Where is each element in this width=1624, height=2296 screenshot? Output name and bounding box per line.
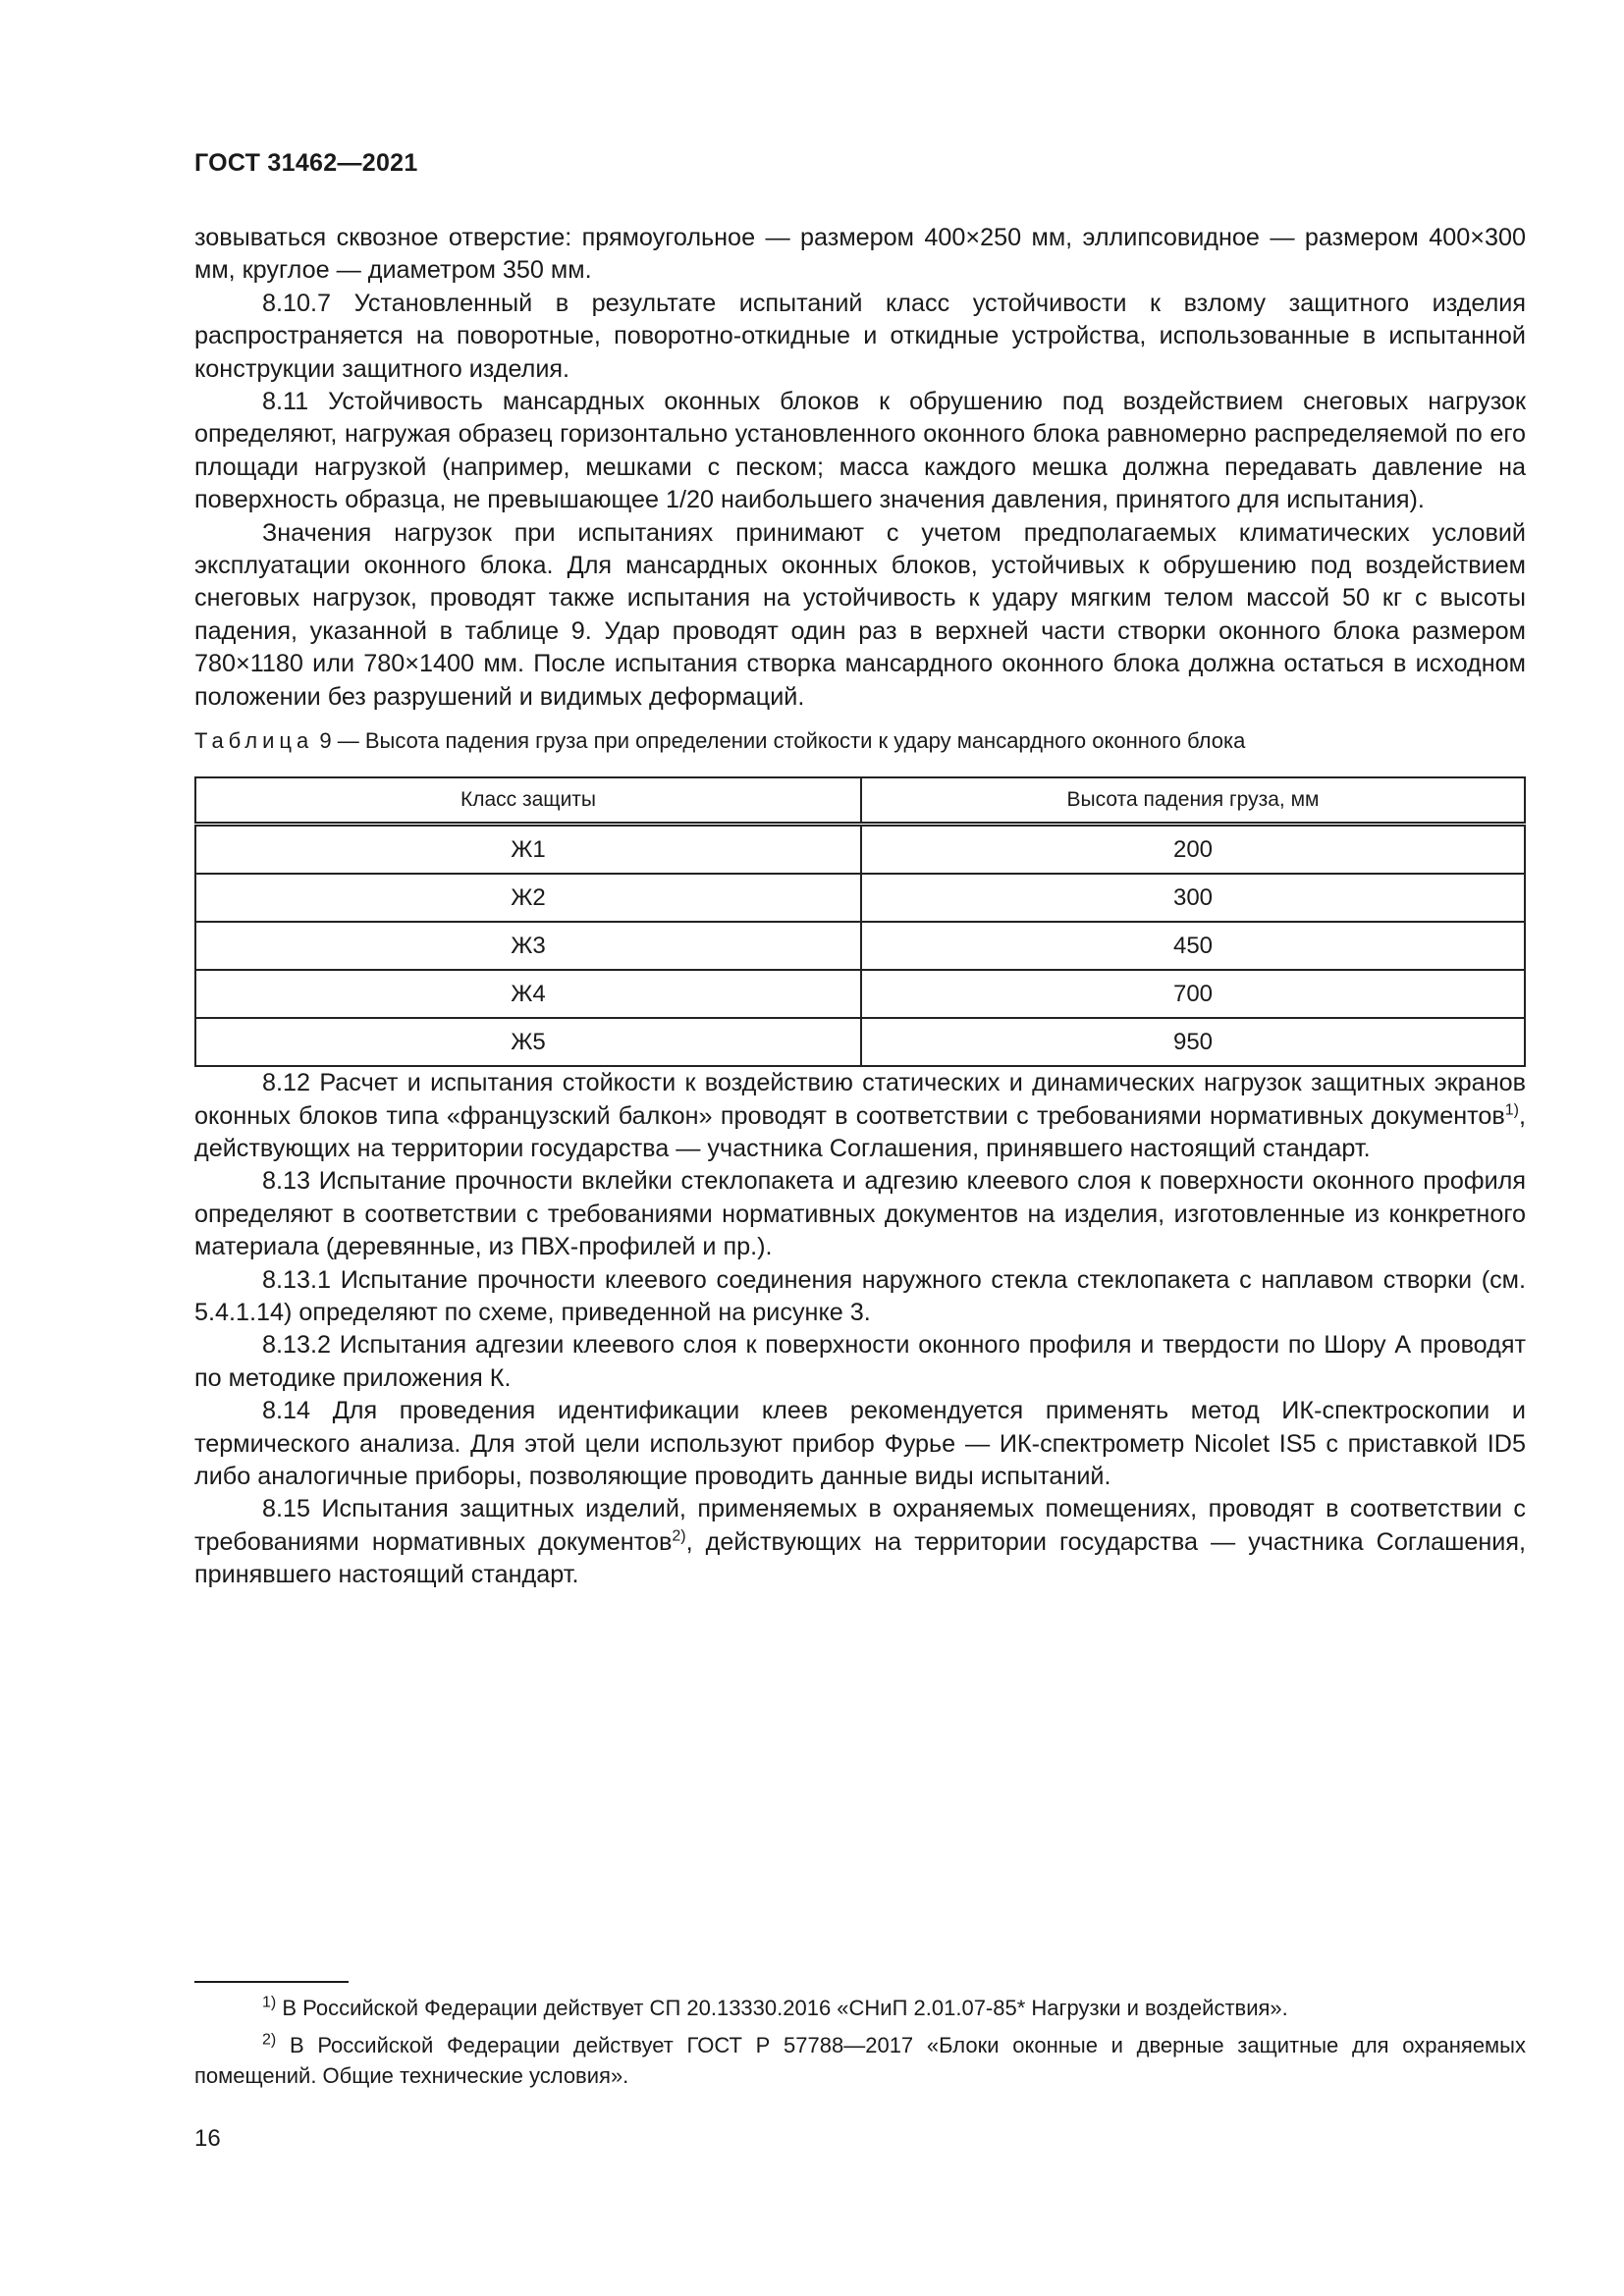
paragraph-text: 8.15 Испытания защитных изделий, применяемых в охраняемых помещениях, проводят в соответствии с требованиями нормативных документов (194, 1495, 1526, 1556)
footnote-mark: 2) (262, 2031, 277, 2049)
paragraph (194, 1493, 1526, 1591)
paragraph: 8.14 Для проведения идентификации клеев рекомендуется применять метод ИК-спектроскопии и термического анализа. Для этой цели используют прибор Фурье — ИК-спектрометр Nicolet IS5 с приставкой ID5 либо аналогичные приборы, позволяющие проводить данные виды испытаний. (194, 1397, 1526, 1490)
table-caption-word: Таблица (194, 728, 314, 754)
cell-class: Ж1 (195, 825, 861, 875)
paragraph-text: 8.12 Расчет и испытания стойкости к воздействию статических и динамических нагрузок защитных экранов оконных блоков типа «французский балкон» проводят в соответствии с требованиями нормативных документов (194, 1069, 1526, 1130)
table-9 (194, 776, 1526, 1067)
footnote (194, 2030, 1526, 2091)
footnote-mark: 1) (262, 1994, 277, 2011)
footnotes (194, 1993, 1526, 2098)
paragraph-text: , действующих на территории государства — участника Соглашения, принявшего настоящий стандарт. (194, 1101, 1526, 1162)
table-row (195, 922, 1525, 970)
cell-height: 200 (861, 825, 1525, 875)
footnote-divider (194, 1981, 349, 1983)
footnote-text: В Российской Федерации действует СП 20.13330.2016 «СНиП 2.01.07-85* Нагрузки и воздействия». (276, 1996, 1288, 2020)
paragraph (194, 1067, 1526, 1165)
cell-class: Ж2 (195, 874, 861, 922)
table-caption-title: 9 — Высота падения груза при определении стойкости к удару мансардного оконного блока (313, 728, 1246, 754)
cell-height: 700 (861, 970, 1525, 1018)
footnote-ref[interactable]: 1) (1504, 1101, 1519, 1119)
footnote-text: В Российской Федерации действует ГОСТ Р 57788—2017 «Блоки оконные и дверные защитные для охраняемых помещений. Общие технические условия». (194, 2033, 1526, 2088)
paragraph-text: , действующих на территории государства — участника Соглашения, принявшего настоящий стандарт. (194, 1527, 1527, 1589)
document-header: ГОСТ 31462—2021 (194, 149, 418, 177)
page-number: 16 (194, 2125, 221, 2152)
cell-height: 950 (861, 1018, 1525, 1066)
table-caption (194, 725, 1526, 757)
cell-class: Ж4 (195, 970, 861, 1018)
paragraph: Значения нагрузок при испытаниях принимают с учетом предполагаемых климатических условий эксплуатации оконного блока. Для мансардных оконных блоков, устойчивых к обрушению под воздействием снеговых нагрузок, проводят также испытания на устойчивость к удару мягким телом массой 50 кг с высоты падения, указанной в таблице 9. Удар проводят один раз в верхней части створки оконного блока размером 780×1180 или 780×1400 мм. После испытания створка мансардного оконного блока должна остаться в исходном положении без разрушений и видимых деформаций. (194, 518, 1526, 711)
column-header-class: Класс защиты (195, 777, 861, 825)
paragraph: 8.13 Испытание прочности вклейки стеклопакета и адгезию клеевого слоя к поверхности оконного профиля определяют в соответствии с требованиями нормативных документов на изделия, изготовленные из конкретного материала (деревянные, из ПВХ-профилей и пр.). (194, 1167, 1526, 1261)
cell-class: Ж3 (195, 922, 861, 970)
cell-height: 450 (861, 922, 1525, 970)
table-row (195, 874, 1525, 922)
table-header-row (195, 777, 1525, 825)
paragraph: зовываться сквозное отверстие: прямоугольное — размером 400×250 мм, эллипсовидное — размером 400×300 мм, круглое — диаметром 350 мм. (194, 224, 1526, 285)
footnote (194, 1993, 1526, 2023)
column-header-height: Высота падения груза, мм (861, 777, 1525, 825)
paragraph: 8.11 Устойчивость мансардных оконных блоков к обрушению под воздействием снеговых нагрузок определяют, нагружая образец горизонтально установленного оконного блока равномерно распределяемой по его площади нагрузкой (например, мешками с песком; масса каждого мешка должна передавать давление на поверхность образца, не превышающее 1/20 наибольшего значения давления, принятого для испытания). (194, 388, 1526, 514)
paragraph: 8.13.2 Испытания адгезии клеевого слоя к поверхности оконного профиля и твердости по Шору А проводят по методике приложения К. (194, 1331, 1526, 1392)
cell-height: 300 (861, 874, 1525, 922)
document-body (194, 222, 1526, 1592)
footnote-ref[interactable]: 2) (672, 1527, 686, 1545)
cell-class: Ж5 (195, 1018, 861, 1066)
table-row (195, 1018, 1525, 1066)
table-row (195, 825, 1525, 875)
paragraph: 8.13.1 Испытание прочности клеевого соединения наружного стекла стеклопакета с наплавом створки (см. 5.4.1.14) определяют по схеме, приведенной на рисунке 3. (194, 1265, 1526, 1326)
paragraph: 8.10.7 Установленный в результате испытаний класс устойчивости к взлому защитного изделия распространяется на поворотные, поворотно-откидные и откидные устройства, использованные в испытанной конструкции защитного изделия. (194, 289, 1526, 383)
table-row (195, 970, 1525, 1018)
